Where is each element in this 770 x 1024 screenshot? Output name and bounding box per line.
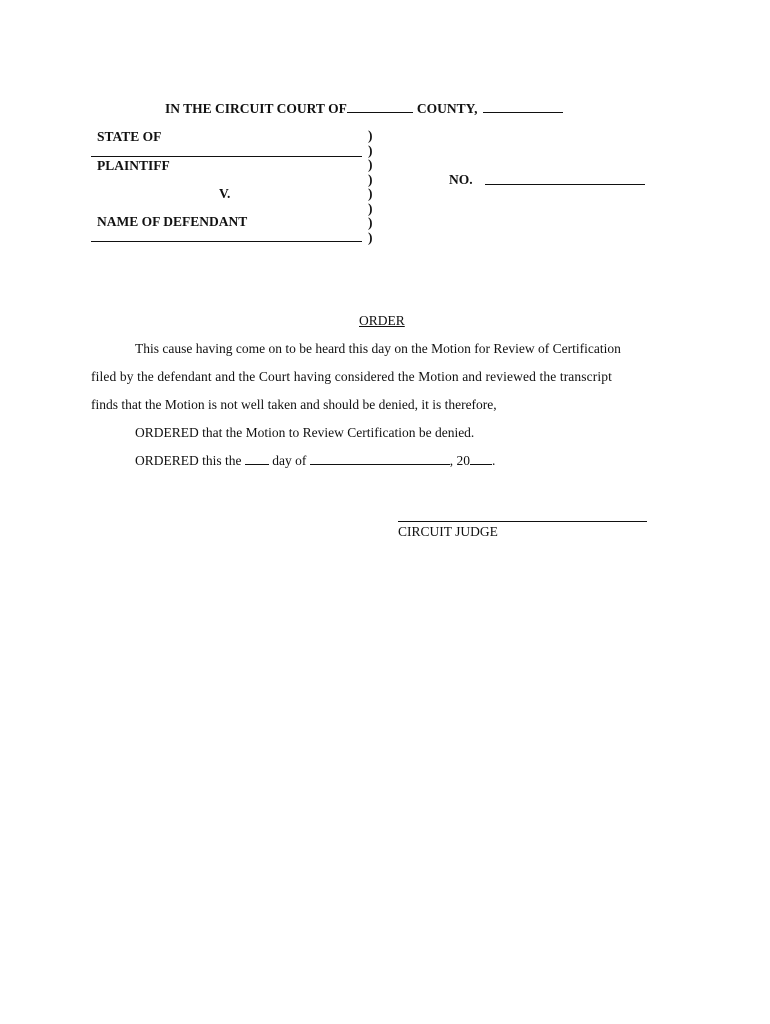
ordered-date-day-label: day of xyxy=(272,453,307,468)
state-name-line[interactable] xyxy=(91,156,362,157)
versus-label: V. xyxy=(219,186,231,201)
county-name-blank[interactable] xyxy=(347,100,413,113)
paren: ) xyxy=(368,142,373,158)
paren: ) xyxy=(368,229,373,245)
ordered-date-year-label: , 20 xyxy=(449,453,470,468)
defendant-name-label: NAME OF DEFENDANT xyxy=(97,214,248,229)
ordered-date-end: . xyxy=(492,453,496,468)
defendant-name-line[interactable] xyxy=(91,241,362,242)
paren: ) xyxy=(368,171,373,187)
paren: ) xyxy=(368,128,373,143)
paren: ) xyxy=(368,186,373,201)
case-number-line[interactable] xyxy=(485,184,645,185)
state-of-label: STATE OF xyxy=(97,129,162,144)
paren: ) xyxy=(368,200,373,216)
order-paragraph-line-3: finds that the Motion is not well taken and should be denied, it is therefore, xyxy=(91,397,497,412)
court-heading xyxy=(165,100,563,117)
paren: ) xyxy=(368,157,373,172)
ordered-denied-text: ORDERED that the Motion to Review Certification be denied. xyxy=(135,425,475,440)
paren: ) xyxy=(368,215,373,230)
judge-signature-line[interactable] xyxy=(398,521,647,522)
ordered-date-line xyxy=(135,453,495,469)
county-label: COUNTY, xyxy=(416,101,478,116)
year-blank[interactable] xyxy=(470,453,492,465)
case-number-label: NO. xyxy=(449,172,473,187)
month-blank[interactable] xyxy=(310,453,450,465)
order-paragraph-line-2: filed by the defendant and the Court having considered the Motion and reviewed the transcript xyxy=(91,369,613,384)
circuit-judge-label: CIRCUIT JUDGE xyxy=(398,524,498,539)
court-prefix: IN THE CIRCUIT COURT OF xyxy=(165,101,347,116)
plaintiff-label: PLAINTIFF xyxy=(97,158,170,173)
ordered-date-prefix: ORDERED this the xyxy=(135,453,242,468)
state-name-blank[interactable] xyxy=(483,100,563,113)
order-paragraph-line-1: This cause having come on to be heard this day on the Motion for Review of Certification xyxy=(135,341,621,356)
order-title: ORDER xyxy=(359,313,405,328)
caption-parentheses xyxy=(368,129,373,245)
day-blank[interactable] xyxy=(245,453,269,465)
